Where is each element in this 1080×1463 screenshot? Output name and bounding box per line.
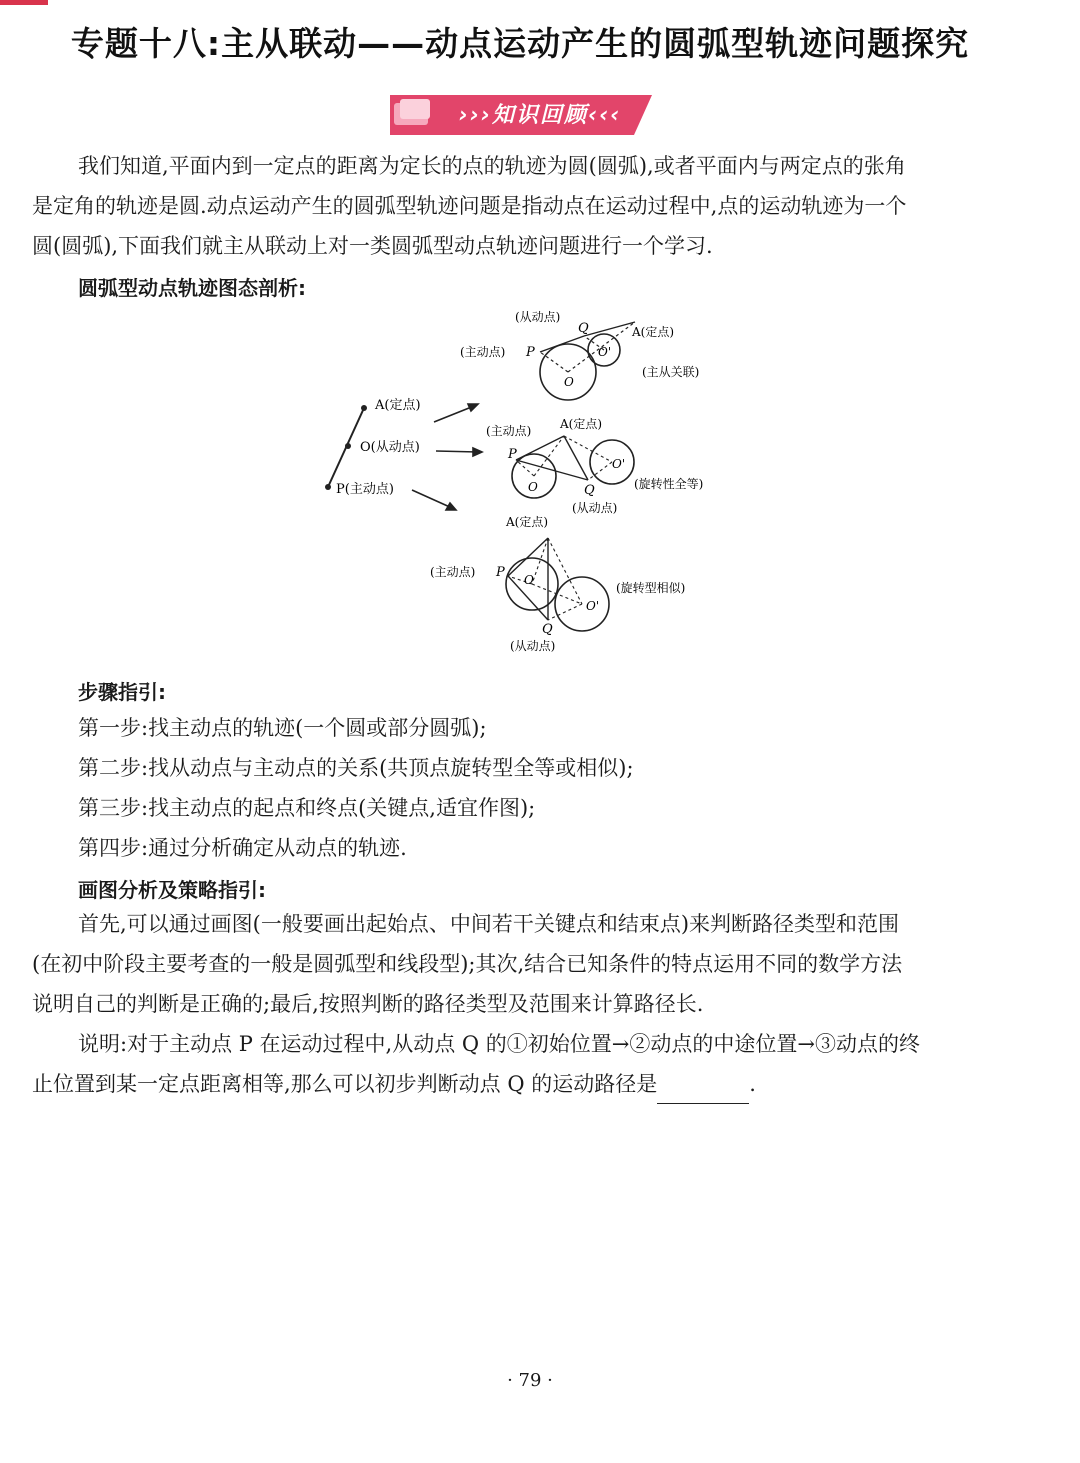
label-from: (从动点) bbox=[572, 501, 618, 515]
strategy-line-1: 首先,可以通过画图(一般要画出起始点、中间若干关键点和结束点)来判断路径类型和范围 bbox=[78, 912, 900, 936]
intro-line-1: 我们知道,平面内到一定点的距离为定长的点的轨迹为圆(圆弧),或者平面内与两定点的张角 bbox=[78, 154, 906, 178]
step-3: 第三步:找主动点的起点和终点(关键点,适宜作图); bbox=[78, 796, 536, 820]
diagram-rotation-similar bbox=[430, 514, 685, 653]
label-a: A(定点) bbox=[632, 325, 675, 339]
label-q: Q bbox=[542, 622, 553, 637]
figure-heading: 圆弧型动点轨迹图态剖析: bbox=[78, 276, 306, 300]
note-end: . bbox=[749, 1072, 756, 1096]
arrows bbox=[412, 404, 482, 510]
label-relation: (旋转性全等) bbox=[634, 477, 704, 491]
label-relation: (旋转型相似) bbox=[616, 581, 686, 595]
note-line-1: 说明:对于主动点 P 在运动过程中,从动点 Q 的①初始位置→②动点的中途位置→③动点的终 bbox=[78, 1032, 920, 1056]
steps-heading: 步骤指引: bbox=[78, 680, 166, 704]
answer-blank[interactable] bbox=[657, 1081, 749, 1104]
section-banner bbox=[388, 93, 654, 137]
label-from: (从动点) bbox=[510, 639, 556, 653]
intro-line-3: 圆(圆弧),下面我们就主从联动上对一类圆弧型动点轨迹问题进行一个学习. bbox=[32, 234, 713, 258]
label-q: Q bbox=[578, 321, 589, 336]
intro-line-2: 是定角的轨迹是圆.动点运动产生的圆弧型轨迹问题是指动点在运动过程中,点的运动轨迹为一个 bbox=[32, 194, 907, 218]
strategy-line-3: 说明自己的判断是正确的;最后,按照判断的路径类型及范围来计算路径长. bbox=[32, 992, 704, 1016]
label-a: A(定点) bbox=[560, 417, 603, 431]
note-line-2-text: 止位置到某一定点距离相等,那么可以初步判断动点 Q 的运动路径是 bbox=[32, 1072, 658, 1096]
strategy-heading: 画图分析及策略指引: bbox=[78, 878, 266, 902]
step-2: 第二步:找从动点与主动点的关系(共顶点旋转型全等或相似); bbox=[78, 756, 634, 780]
point-p bbox=[325, 484, 331, 490]
label-p: P bbox=[526, 345, 535, 360]
page-number: · 79 · bbox=[507, 1370, 553, 1391]
point-a bbox=[361, 405, 367, 411]
trajectory-figure bbox=[320, 300, 740, 660]
label-master: (主动点) bbox=[460, 345, 506, 359]
label-master: (主动点) bbox=[430, 565, 476, 579]
label-o-prime: O' bbox=[612, 457, 626, 471]
label-o-prime: O' bbox=[586, 599, 600, 613]
label-master: (主动点) bbox=[486, 424, 532, 438]
label-p: P bbox=[508, 447, 517, 462]
left-chain bbox=[325, 397, 421, 497]
label-from: (从动点) bbox=[515, 310, 561, 324]
label-a: A(定点) bbox=[506, 515, 549, 529]
label-p: P bbox=[496, 565, 505, 580]
label-o: O(从动点) bbox=[360, 440, 420, 455]
strategy-line-2: (在初中阶段主要考查的一般是圆弧型和线段型);其次,结合已知条件的特点运用不同的数学方法 bbox=[32, 952, 903, 976]
note-line-2 bbox=[32, 1064, 1017, 1104]
label-p: P(主动点) bbox=[336, 482, 394, 497]
label-relation: (主从关联) bbox=[642, 365, 700, 379]
page-title: 专题十八:主从联动——动点运动产生的圆弧型轨迹问题探究 bbox=[70, 24, 970, 63]
step-4: 第四步:通过分析确定从动点的轨迹. bbox=[78, 836, 407, 860]
step-1: 第一步:找主动点的轨迹(一个圆或部分圆弧); bbox=[78, 716, 487, 740]
diagram-master-slave bbox=[460, 309, 699, 400]
label-q: Q bbox=[584, 483, 595, 498]
label-o: O bbox=[528, 480, 538, 494]
diagram-rotation-congruent bbox=[486, 416, 703, 515]
top-accent-bar bbox=[0, 0, 48, 5]
label-o: O bbox=[524, 573, 534, 587]
label-a: A(定点) bbox=[375, 398, 421, 413]
point-o bbox=[345, 443, 351, 449]
label-o-prime: O' bbox=[598, 345, 612, 359]
banner-title: ›››知识回顾‹‹‹ bbox=[458, 103, 622, 128]
label-o: O bbox=[564, 375, 574, 389]
